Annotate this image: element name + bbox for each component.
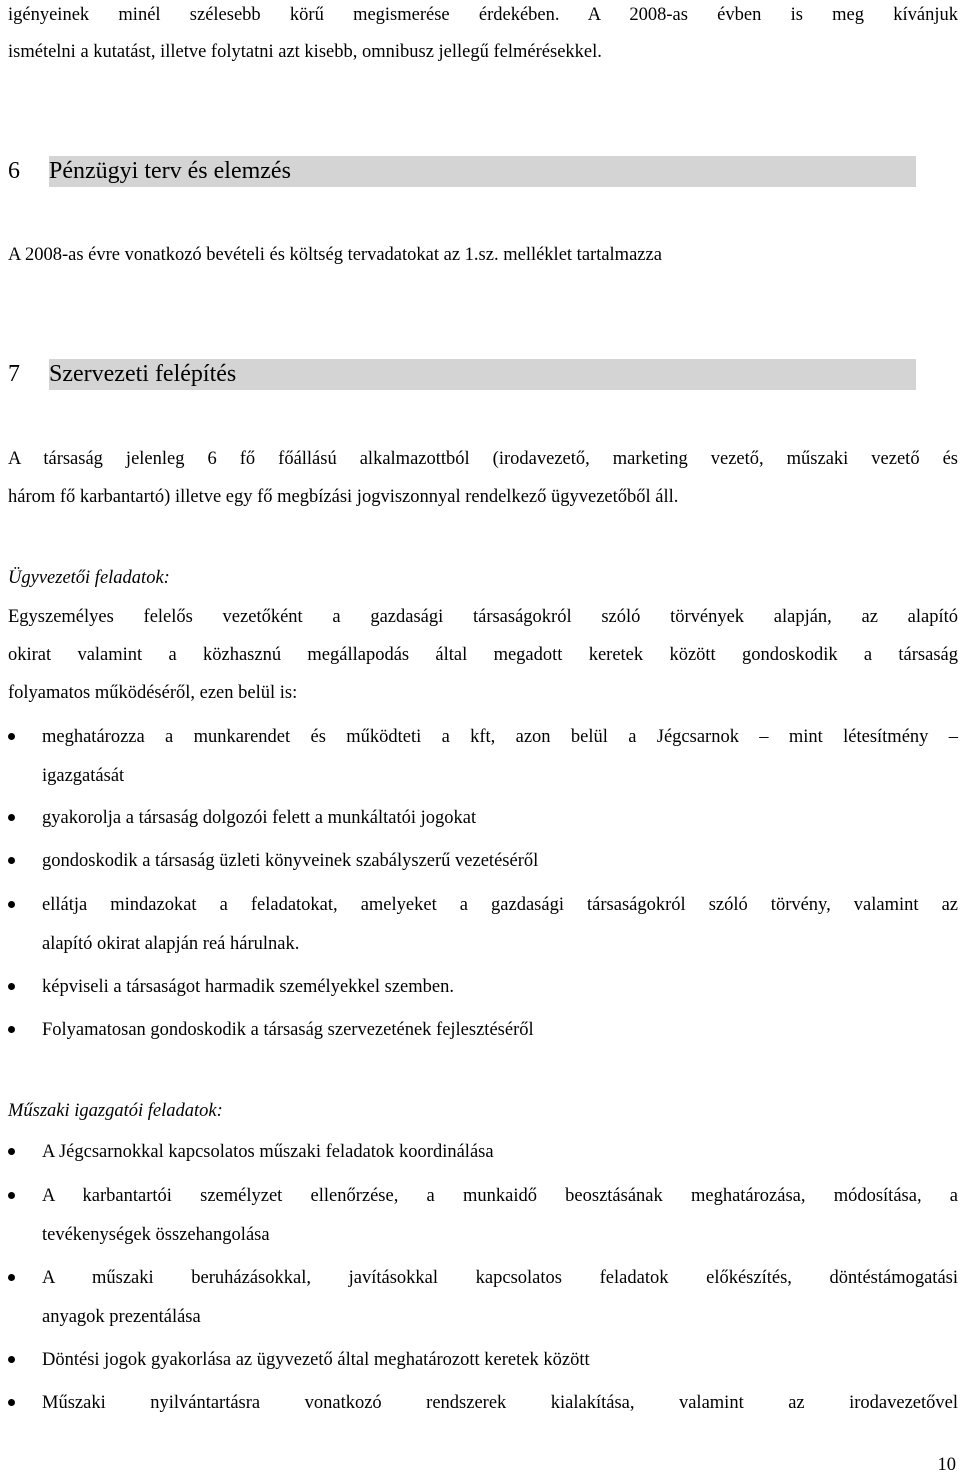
section-7-number: 7: [8, 361, 20, 387]
technical-bullet-3-line-1: A műszaki beruházásokkal, javításokkal kapcsolatos feladatok előkészítés, döntéstámogatási: [42, 1268, 958, 1288]
manager-bullet-2: gyakorolja a társaság dolgozói felett a munkáltatói jogokat: [42, 808, 477, 828]
technical-bullet-4: Döntési jogok gyakorlása az ügyvezető által meghatározott keretek között: [42, 1350, 590, 1370]
section-6-number: 6: [8, 158, 20, 184]
section-7-title: Szervezeti felépítés: [49, 359, 916, 390]
manager-bullet-1-line-1: meghatározza a munkarendet és működteti a kft, azon belül a Jégcsarnok – mint létesítmény –: [42, 727, 958, 747]
technical-bullet-3-line-2: anyagok prezentálása: [42, 1307, 201, 1327]
manager-heading: Ügyvezetői feladatok:: [8, 568, 170, 588]
bullet-icon: [8, 814, 15, 821]
page-number: 10: [937, 1455, 956, 1475]
manager-bullet-5: képviseli a társaságot harmadik személyekkel szemben.: [42, 977, 454, 997]
technical-bullet-1: A Jégcsarnokkal kapcsolatos műszaki feladatok koordinálása: [42, 1142, 494, 1162]
bullet-icon: [8, 1026, 15, 1033]
bullet-icon: [8, 1274, 15, 1281]
bullet-icon: [8, 1148, 15, 1155]
manager-para-line-3: folyamatos működéséről, ezen belül is:: [8, 683, 298, 703]
manager-bullet-4-line-2: alapító okirat alapján reá hárulnak.: [42, 934, 300, 954]
technical-heading: Műszaki igazgatói feladatok:: [8, 1101, 223, 1121]
manager-bullet-4-line-1: ellátja mindazokat a feladatokat, amelyeket a gazdasági társaságokról szóló törvény, valamint az: [42, 895, 958, 915]
bullet-icon: [8, 733, 15, 740]
bullet-icon: [8, 983, 15, 990]
section-6-title: Pénzügyi terv és elemzés: [49, 156, 916, 187]
section-7-para-line-2: három fő karbantartó) illetve egy fő megbízási jogviszonnyal rendelkező ügyvezetőből áll.: [8, 487, 679, 507]
section-7-para-line-1: A társaság jelenleg 6 fő főállású alkalmazottból (irodavezető, marketing vezető, műszaki vezető és: [8, 449, 958, 469]
manager-bullet-3: gondoskodik a társaság üzleti könyveinek szabályszerű vezetéséről: [42, 851, 539, 871]
bullet-icon: [8, 1399, 15, 1406]
bullet-icon: [8, 901, 15, 908]
bullet-icon: [8, 1356, 15, 1363]
technical-bullet-5: Műszaki nyilvántartásra vonatkozó rendszerek kialakítása, valamint az irodavezetővel: [42, 1393, 958, 1413]
bullet-icon: [8, 1192, 15, 1199]
section-6-heading: [8, 156, 916, 187]
section-6-text: A 2008-as évre vonatkozó bevételi és költség tervadatokat az 1.sz. melléklet tartalmazza: [8, 245, 662, 265]
section-7-heading: [8, 359, 916, 390]
manager-para-line-2: okirat valamint a közhasznú megállapodás által megadott keretek között gondoskodik a társaság: [8, 645, 958, 665]
manager-bullet-1-line-2: igazgatását: [42, 766, 125, 786]
technical-bullet-2-line-1: A karbantartói személyzet ellenőrzése, a munkaidő beosztásának meghatározása, módosítása, a: [42, 1186, 958, 1206]
technical-bullet-2-line-2: tevékenységek összehangolása: [42, 1225, 270, 1245]
bullet-icon: [8, 857, 15, 864]
intro-line-1: igényeinek minél szélesebb körű megismerése érdekében. A 2008-as évben is meg kívánjuk: [8, 5, 958, 25]
manager-bullet-6: Folyamatosan gondoskodik a társaság szervezetének fejlesztéséről: [42, 1020, 534, 1040]
manager-para-line-1: Egyszemélyes felelős vezetőként a gazdasági társaságokról szóló törvények alapján, az alapító: [8, 607, 958, 627]
intro-line-2: ismételni a kutatást, illetve folytatni azt kisebb, omnibusz jellegű felmérésekkel.: [8, 42, 602, 62]
